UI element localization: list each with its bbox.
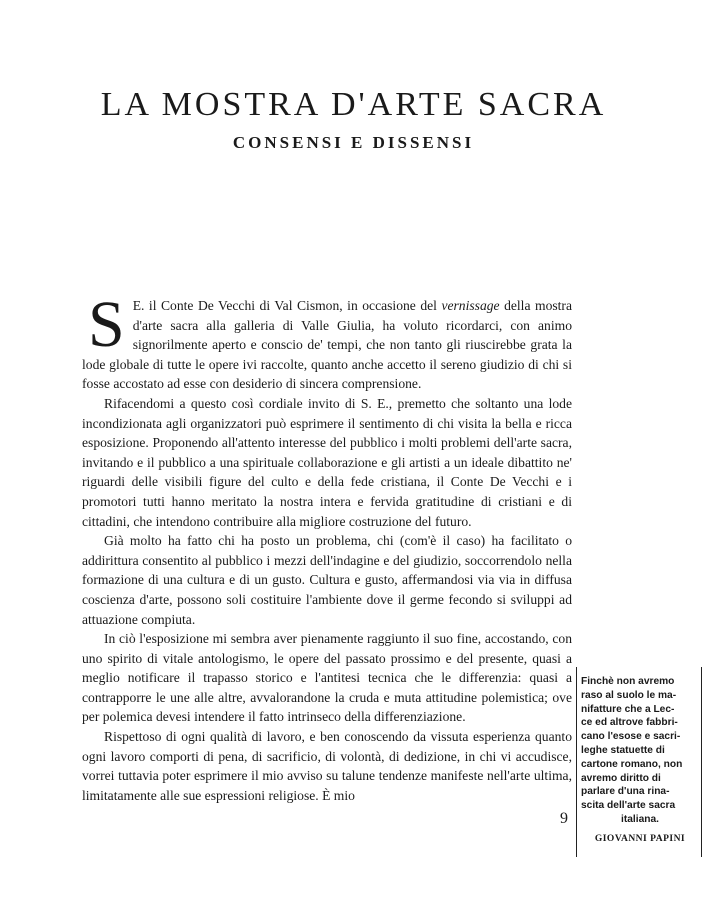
paragraph-1 xyxy=(82,288,572,394)
paragraph-3: Già molto ha fatto chi ha posto un problema, chi (com'è il caso) ha facilitato o addirittura consentito al pubblico i mezzi dell'indagine e del giudizio, soccorrendolo nella formazione di una cultura e di un gusto. Cultura e gusto, affermandosi via via in diffusa coscienza d'arte, possono soli costituire l'ambiente dove il germe fecondo si sviluppi ad attuazione compiuta. xyxy=(82,533,572,627)
quote-line: nifatture che a Lec- xyxy=(581,703,675,715)
vernissage-emphasis: vernissage xyxy=(441,298,500,313)
paragraph-2: Rifacendomi a questo così cordiale invito di S. E., premetto che soltanto una lode incondizionata agli organizzatori può esprimere il sentimento di chi visita la bella e ricca esposizione. Proponendo all'attento interesse del pubblico i molti problemi dell'arte sacra, invitando e il pubblico a una spirituale collaborazione e gli artisti a un ideale dibattito ne' riguardi delle visibili figure del culto e della fede cristiana, il Conte De Vecchi e i promotori tutti hanno meritato la nostra intera e fervida gratitudine di cristiani e di cittadini, che intendono contribuire alla migliore costruzione del futuro. xyxy=(82,395,572,529)
article-title: LA MOSTRA D'ARTE SACRA xyxy=(100,86,607,123)
paragraph-1-opening: E. il Conte De Vecchi di Val Cismon, in occasione del xyxy=(132,298,442,313)
quote-line: raso al suolo le ma- xyxy=(581,689,677,701)
article-body xyxy=(82,288,572,805)
paragraph-1-text: della mostra d'arte sacra alla galleria di Valle Giulia, ha voluto ricordarci, con animo signorilmente aperto e conscio de' tempi, che non tanto gli riuscirebbe grata la lode globale di tutte le opere ivi raccolte, quanto anche accetto il sereno giudizio di chi si fosse accostato ad esse con desiderio di sincera comprensione. xyxy=(82,298,572,392)
quote-line: italiana. xyxy=(621,813,659,825)
quote-line: ce ed altrove fabbri- xyxy=(581,717,678,729)
quote-line: avremo diritto di xyxy=(581,772,661,784)
quote-line: cartone romano, non xyxy=(581,758,683,770)
paragraph-4: In ciò l'esposizione mi sembra aver pienamente raggiunto il suo fine, accostando, con uno spirito di vitale antologismo, le opere del passato prossimo e del presente, quasi a meglio notificare il trapasso storico e l'antitesi tecnica che le differenzia: quasi a contrapporre le une alle altre, avvalorandone la cruda e muta attitudine polemistica; ove per polemica devesi intendere il fatto intrinseco della differenziazione. xyxy=(82,631,572,725)
quote-line: scita dell'arte sacra xyxy=(581,800,676,812)
quote-line: parlare d'una rina- xyxy=(581,786,670,798)
quote-line: Finchè non avremo xyxy=(581,676,675,687)
quote-line: leghe statuette di xyxy=(581,744,665,756)
quote-line: cano l'esose e sacri- xyxy=(581,731,681,743)
page-number: 9 xyxy=(560,810,568,827)
paragraph-5: Rispettoso di ogni qualità di lavoro, e ben conoscendo da vissuta esperienza quanto ogni lavoro comporti di pena, di sacrificio, di volontà, di dedizione, in chi vi accudisce, vorrei tuttavia poter esprimere il mio avviso su talune tendenze manifeste nell'arte ultima, limitatamente alle sue espressioni religiose. È mio xyxy=(82,729,572,803)
sidebar-quote-box xyxy=(576,667,702,857)
article-subtitle: CONSENSI E DISSENSI xyxy=(232,133,475,152)
drop-cap: S xyxy=(88,288,125,361)
quote-author: GIOVANNI PAPINI xyxy=(594,833,686,844)
